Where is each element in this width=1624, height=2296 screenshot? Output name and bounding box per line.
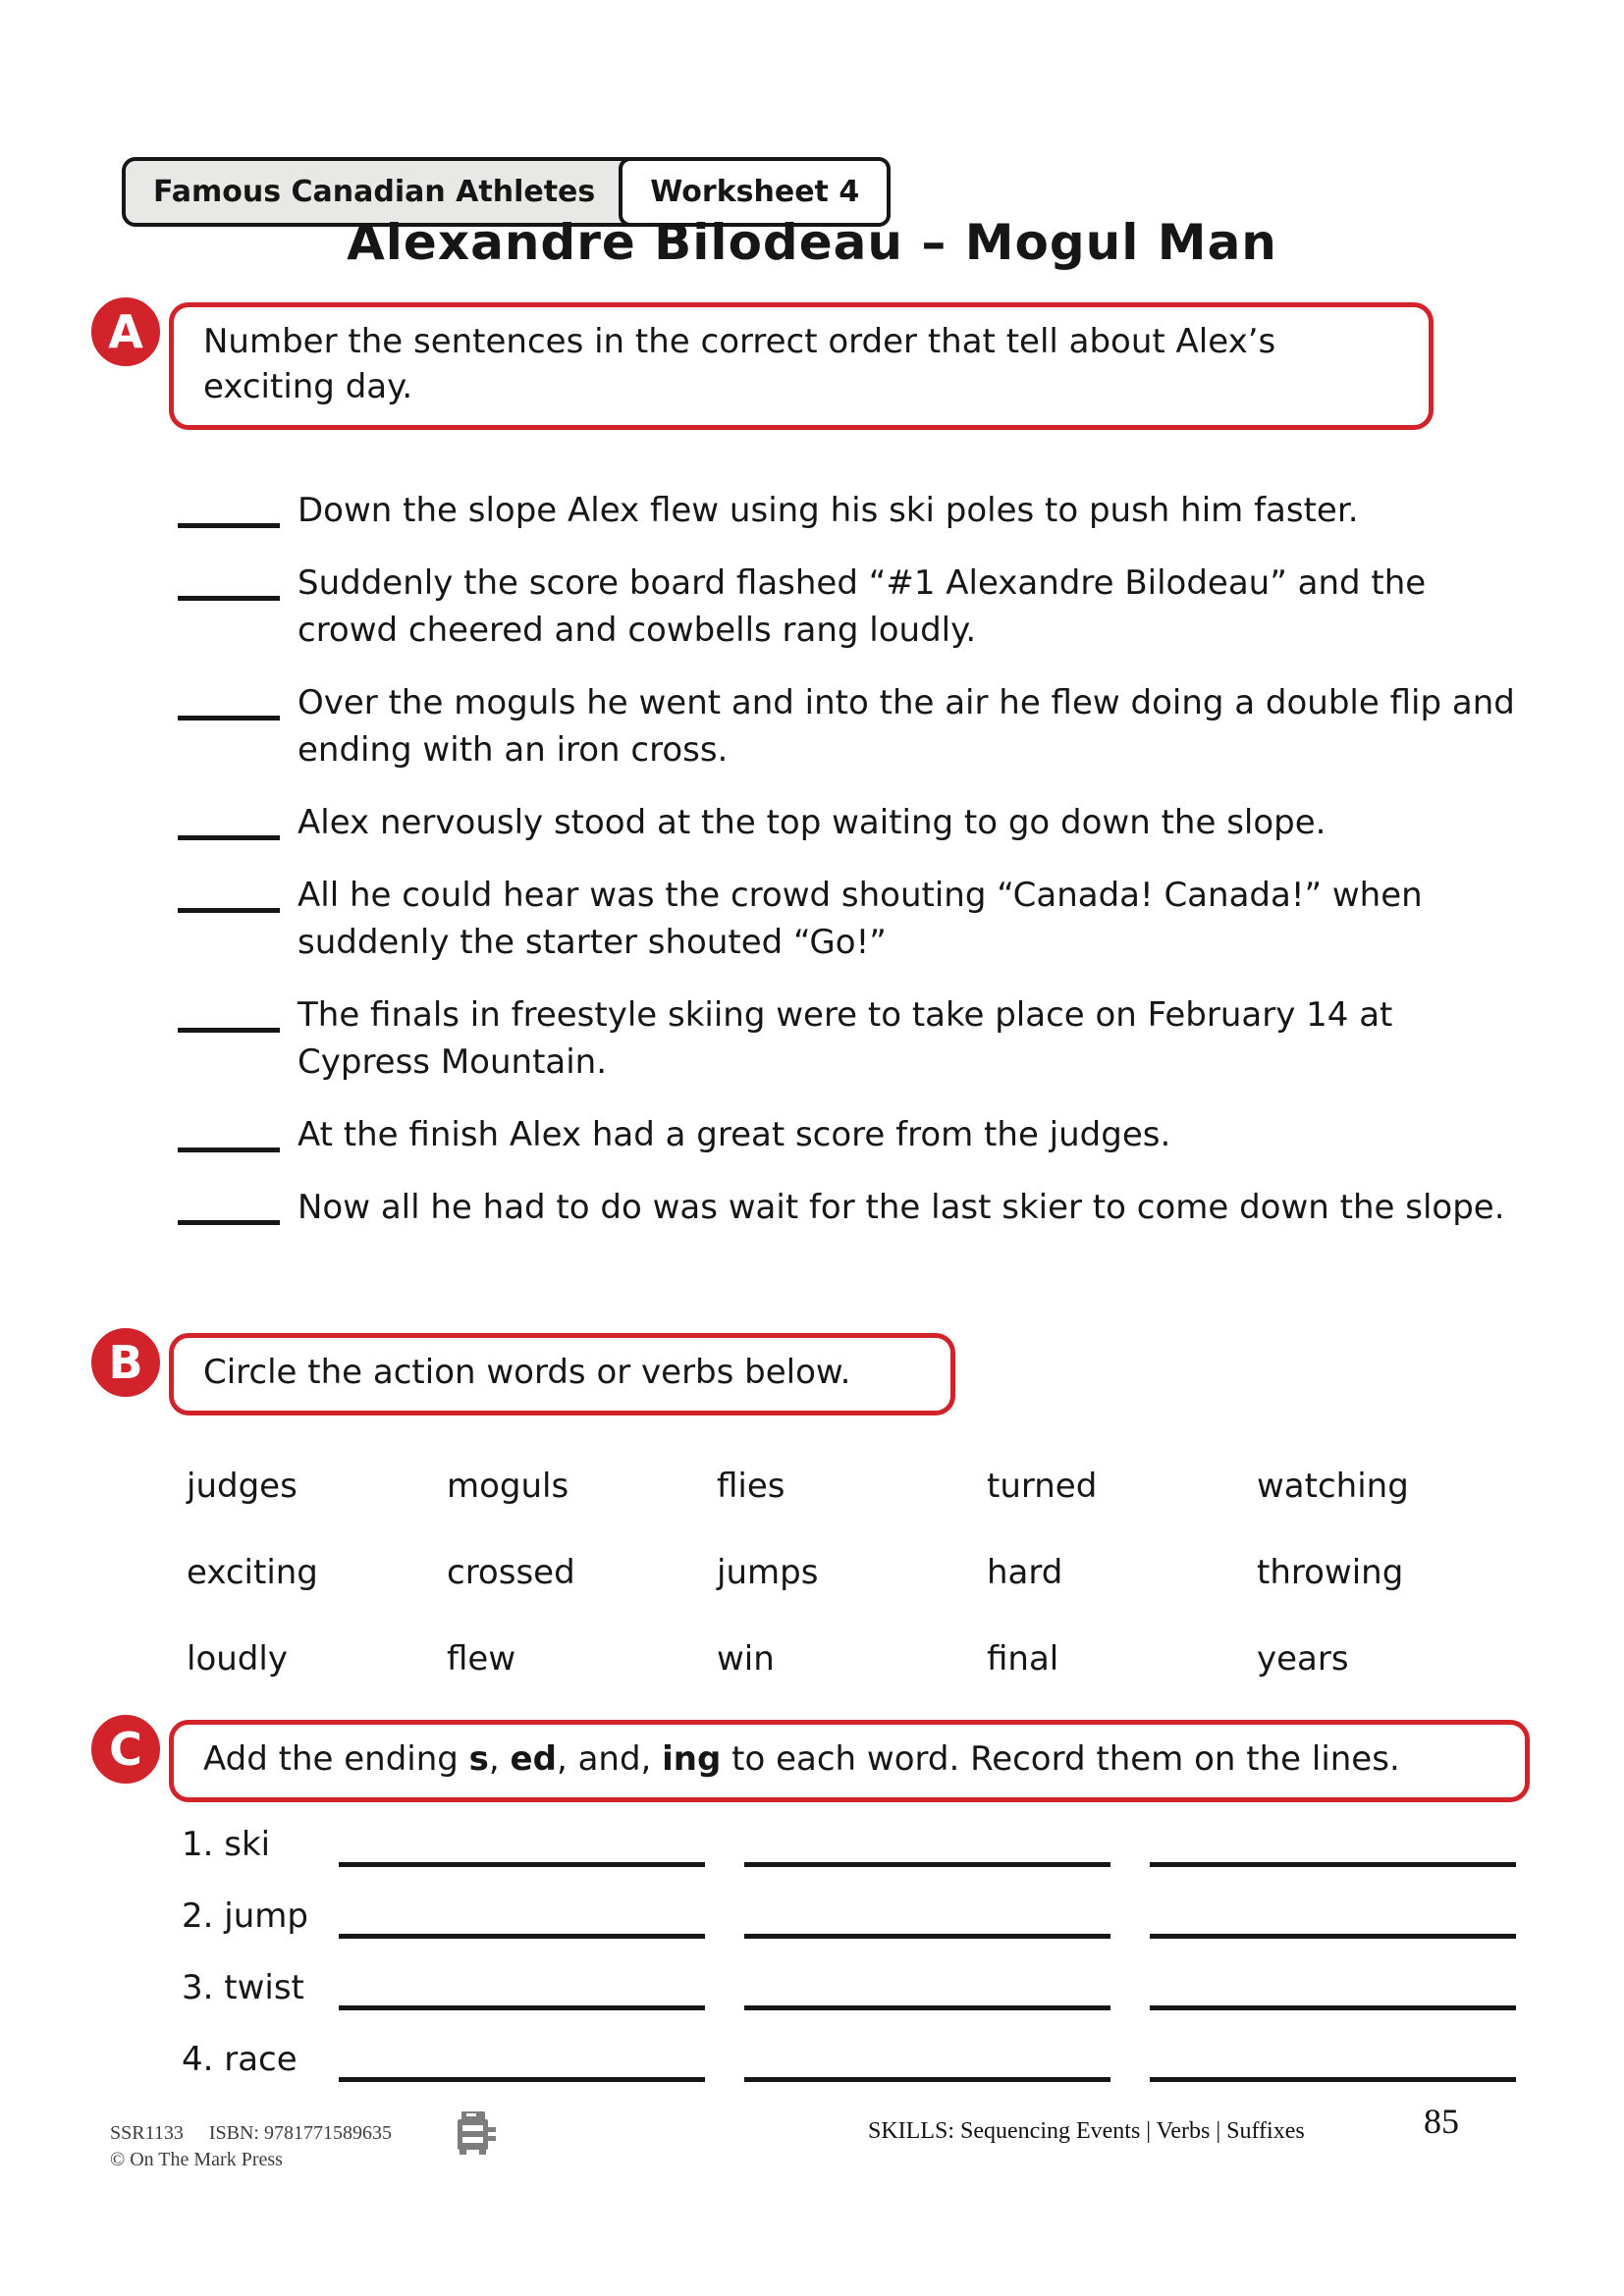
word-cell[interactable]: flies bbox=[717, 1467, 785, 1506]
word-cell[interactable]: exciting bbox=[187, 1553, 318, 1592]
footer-publisher-block bbox=[110, 2120, 392, 2173]
list-item bbox=[178, 872, 1530, 966]
ending-ed: ed bbox=[510, 1739, 557, 1779]
section-c-instruction-box bbox=[109, 1720, 1530, 1802]
word-cell[interactable]: years bbox=[1257, 1639, 1349, 1679]
ending-s: s bbox=[468, 1739, 489, 1779]
sentence-text: Alex nervously stood at the top waiting to go down the slope. bbox=[298, 803, 1326, 842]
footer-isbn: ISBN: 9781771589635 bbox=[208, 2122, 392, 2144]
tab-series-title: Famous Canadian Athletes bbox=[153, 175, 596, 209]
section-b-badge: B bbox=[87, 1324, 164, 1401]
section-b-instruction: Circle the action words or verbs below. bbox=[203, 1353, 851, 1392]
answer-line[interactable] bbox=[1150, 1822, 1516, 1867]
section-a-badge: A bbox=[87, 294, 164, 370]
sentence-text: Now all he had to do was wait for the last skier to come down the slope. bbox=[298, 1188, 1505, 1227]
page-title: Alexandre Bilodeau – Mogul Man bbox=[347, 214, 1277, 271]
verb-word-grid bbox=[187, 1465, 1526, 1681]
photocopier-icon bbox=[454, 2110, 499, 2158]
list-item bbox=[178, 991, 1530, 1086]
sequence-blank[interactable] bbox=[178, 991, 280, 1033]
sentence-text: All he could hear was the crowd shouting “Canada! Canada!” when suddenly the starter shouted “Go!” bbox=[298, 876, 1423, 962]
word-cell[interactable]: flew bbox=[447, 1639, 516, 1679]
item-label: 3. twist bbox=[182, 1968, 304, 2007]
suffix-exercise-list bbox=[182, 1822, 1516, 2109]
word-cell[interactable]: final bbox=[987, 1639, 1059, 1679]
word-cell[interactable]: jumps bbox=[717, 1553, 819, 1592]
list-item bbox=[178, 560, 1530, 654]
word-cell[interactable]: win bbox=[717, 1639, 775, 1679]
answer-line[interactable] bbox=[1150, 1894, 1516, 1939]
answer-line[interactable] bbox=[339, 1822, 705, 1867]
list-item bbox=[182, 1822, 1516, 1867]
tab-worksheet-number: Worksheet 4 bbox=[619, 157, 891, 227]
word-cell[interactable]: judges bbox=[187, 1467, 298, 1506]
footer-code: SSR1133 bbox=[110, 2122, 184, 2144]
sentence-text: Suddenly the score board flashed “#1 Alexandre Bilodeau” and the crowd cheered and cowbells rang loudly. bbox=[298, 563, 1427, 650]
item-label: 2. jump bbox=[182, 1896, 308, 1936]
answer-line[interactable] bbox=[744, 1894, 1110, 1939]
footer-copyright: © On The Mark Press bbox=[110, 2149, 283, 2170]
sentence-list bbox=[178, 487, 1530, 1256]
list-item bbox=[178, 799, 1530, 846]
word-cell[interactable]: throwing bbox=[1257, 1553, 1404, 1592]
word-cell[interactable]: moguls bbox=[447, 1467, 569, 1506]
answer-line[interactable] bbox=[339, 2037, 705, 2082]
answer-line[interactable] bbox=[744, 2037, 1110, 2082]
sequence-blank[interactable] bbox=[178, 799, 280, 840]
list-item bbox=[178, 1184, 1530, 1231]
section-b-instruction-box bbox=[108, 1333, 955, 1415]
word-cell[interactable]: crossed bbox=[447, 1553, 575, 1592]
word-cell[interactable]: hard bbox=[987, 1553, 1063, 1592]
item-label: 1. ski bbox=[182, 1825, 271, 1864]
section-a-instruction: Number the sentences in the correct order that tell about Alex’s exciting day. bbox=[203, 322, 1276, 406]
sequence-blank[interactable] bbox=[178, 1111, 280, 1152]
sequence-blank[interactable] bbox=[178, 872, 280, 913]
answer-line[interactable] bbox=[339, 1894, 705, 1939]
answer-line[interactable] bbox=[1150, 2037, 1516, 2082]
list-item bbox=[182, 1965, 1516, 2010]
word-cell[interactable]: turned bbox=[987, 1467, 1098, 1506]
list-item bbox=[178, 679, 1530, 774]
word-cell[interactable]: watching bbox=[1257, 1467, 1409, 1506]
list-item bbox=[182, 1894, 1516, 1939]
word-cell[interactable]: loudly bbox=[187, 1639, 288, 1679]
sequence-blank[interactable] bbox=[178, 487, 280, 528]
list-item bbox=[178, 487, 1530, 534]
ending-ing: ing bbox=[662, 1739, 722, 1779]
sequence-blank[interactable] bbox=[178, 679, 280, 721]
item-label: 4. race bbox=[182, 2040, 298, 2079]
footer-skills: SKILLS: Sequencing Events | Verbs | Suffixes bbox=[868, 2118, 1305, 2144]
page-number: 85 bbox=[1424, 2102, 1459, 2141]
sequence-blank[interactable] bbox=[178, 560, 280, 601]
answer-line[interactable] bbox=[1150, 1965, 1516, 2010]
section-c-instruction: Add the ending s, ed, and, ing to each word. Record them on the lines. bbox=[203, 1739, 1400, 1779]
list-item bbox=[178, 1111, 1530, 1158]
answer-line[interactable] bbox=[744, 1822, 1110, 1867]
sequence-blank[interactable] bbox=[178, 1184, 280, 1225]
section-a-instruction-box bbox=[108, 302, 1434, 430]
sentence-text: Over the moguls he went and into the air he flew doing a double flip and ending with an iron cross. bbox=[298, 683, 1515, 770]
sentence-text: The finals in freestyle skiing were to take place on February 14 at Cypress Mountain. bbox=[298, 995, 1393, 1082]
list-item bbox=[182, 2037, 1516, 2082]
answer-line[interactable] bbox=[744, 1965, 1110, 2010]
sentence-text: Down the slope Alex flew using his ski poles to push him faster. bbox=[298, 491, 1359, 530]
answer-line[interactable] bbox=[339, 1965, 705, 2010]
sentence-text: At the finish Alex had a great score from the judges. bbox=[298, 1115, 1171, 1154]
section-c-badge: C bbox=[87, 1711, 164, 1788]
